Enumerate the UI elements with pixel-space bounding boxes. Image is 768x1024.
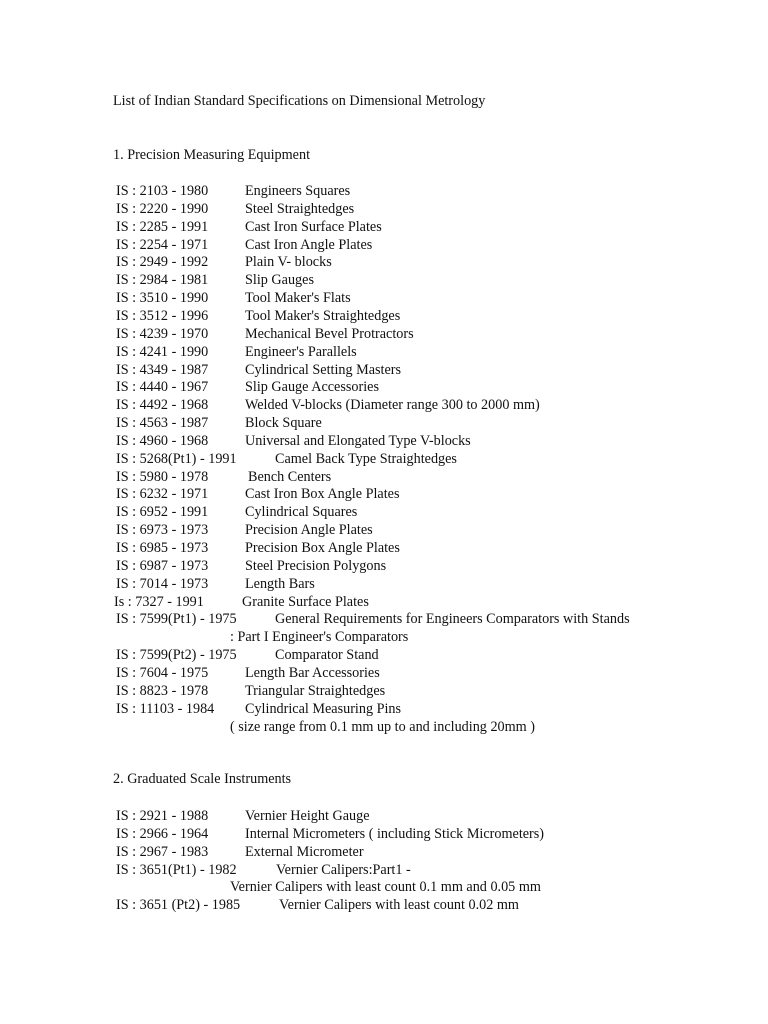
standard-description: Vernier Height Gauge — [245, 808, 370, 824]
standard-description: Precision Angle Plates — [245, 522, 373, 539]
standard-description: Slip Gauges — [245, 272, 314, 289]
standard-code: IS : 4239 - 1970 — [116, 325, 209, 342]
standard-code: IS : 3651 (Pt2) - 1985 — [116, 897, 241, 914]
standard-code: IS : 11103 - 1984 — [116, 700, 215, 717]
standard-description: Plain V- blocks — [245, 254, 332, 271]
standard-code: IS : 4492 - 1968 — [116, 397, 209, 414]
document-title: List of Indian Standard Specifications on Dimensional Metrology — [113, 93, 486, 109]
standard-code: IS : 4440 - 1967 — [116, 379, 209, 396]
standard-description: Internal Micrometers ( including Stick Micrometers) — [245, 825, 545, 842]
entry-continuation: ( size range from 0.1 mm up to and including 20mm ) — [230, 718, 535, 735]
standard-description: Tool Maker's Flats — [245, 290, 351, 307]
standard-code: IS : 4349 - 1987 — [116, 361, 209, 378]
standard-description: Vernier Calipers:Part1 - — [276, 861, 411, 878]
standard-description: Triangular Straightedges — [245, 682, 386, 699]
standard-description: Engineers Squares — [245, 183, 351, 199]
standard-description: Tool Maker's Straightedges — [245, 307, 401, 324]
standard-code: IS : 4563 - 1987 — [116, 415, 209, 432]
standard-description: Cylindrical Measuring Pins — [245, 700, 402, 717]
standard-description: Mechanical Bevel Protractors — [245, 325, 414, 342]
standard-code: IS : 3512 - 1996 — [116, 307, 209, 324]
standard-code: IS : 8823 - 1978 — [116, 682, 209, 699]
standard-code: IS : 7604 - 1975 — [116, 664, 209, 681]
standard-description: Cylindrical Squares — [245, 504, 358, 521]
standard-description: External Micrometer — [245, 843, 364, 860]
standard-description: Block Square — [245, 415, 322, 432]
section-heading: 2. Graduated Scale Instruments — [113, 771, 292, 787]
standard-code: IS : 3651(Pt1) - 1982 — [116, 861, 237, 878]
standard-description: Granite Surface Plates — [242, 593, 369, 610]
entry-continuation: : Part I Engineer's Comparators — [230, 629, 409, 646]
standard-code: IS : 2921 - 1988 — [116, 808, 209, 824]
standard-description: Length Bar Accessories — [245, 664, 380, 681]
standard-code: Is : 7327 - 1991 — [114, 593, 204, 610]
entry-continuation: Vernier Calipers with least count 0.1 mm and 0.05 mm — [230, 879, 541, 896]
standard-description: Cylindrical Setting Masters — [245, 361, 402, 378]
standard-code: IS : 7599(Pt1) - 1975 — [116, 611, 237, 628]
standard-code: IS : 2285 - 1991 — [116, 218, 209, 235]
standard-code: IS : 2254 - 1971 — [116, 236, 209, 253]
standard-code: IS : 2966 - 1964 — [116, 825, 209, 842]
standard-description: Cast Iron Surface Plates — [245, 218, 382, 235]
standard-code: IS : 3510 - 1990 — [116, 290, 209, 307]
standard-code: IS : 4960 - 1968 — [116, 432, 209, 449]
standard-description: Bench Centers — [248, 468, 332, 485]
standard-description: Universal and Elongated Type V-blocks — [245, 432, 471, 449]
standard-code: IS : 6952 - 1991 — [116, 504, 209, 521]
standard-code: IS : 5268(Pt1) - 1991 — [116, 450, 237, 467]
section-heading: 1. Precision Measuring Equipment — [113, 147, 311, 163]
standard-description: Comparator Stand — [275, 647, 379, 664]
standard-code: IS : 7014 - 1973 — [116, 575, 209, 592]
standard-description: Steel Straightedges — [245, 200, 355, 217]
standard-code: IS : 2220 - 1990 — [116, 200, 209, 217]
standard-code: IS : 2949 - 1992 — [116, 254, 209, 271]
standard-description: Steel Precision Polygons — [245, 557, 387, 574]
standard-code: IS : 2967 - 1983 — [116, 843, 209, 860]
standard-description: Welded V-blocks (Diameter range 300 to 2000 mm) — [245, 397, 540, 414]
standard-description: Length Bars — [245, 575, 315, 592]
standard-code: IS : 5980 - 1978 — [116, 468, 209, 485]
standard-code: IS : 6985 - 1973 — [116, 540, 209, 556]
standard-description: General Requirements for Engineers Comparators with Stands — [275, 611, 630, 628]
standard-description: Vernier Calipers with least count 0.02 mm — [279, 897, 519, 914]
standard-code: IS : 7599(Pt2) - 1975 — [116, 647, 237, 664]
standard-description: Cast Iron Angle Plates — [245, 236, 373, 253]
standard-description: Engineer's Parallels — [245, 343, 357, 360]
standard-code: IS : 6973 - 1973 — [116, 522, 209, 539]
standard-description: Slip Gauge Accessories — [245, 379, 379, 396]
standard-description: Camel Back Type Straightedges — [275, 450, 457, 467]
standard-code: IS : 4241 - 1990 — [116, 343, 209, 360]
standard-code: IS : 2984 - 1981 — [116, 272, 209, 289]
standard-code: IS : 6987 - 1973 — [116, 557, 209, 574]
standard-code: IS : 6232 - 1971 — [116, 486, 209, 503]
standard-description: Precision Box Angle Plates — [245, 540, 400, 556]
standard-code: IS : 2103 - 1980 — [116, 183, 209, 199]
standard-description: Cast Iron Box Angle Plates — [245, 486, 400, 503]
